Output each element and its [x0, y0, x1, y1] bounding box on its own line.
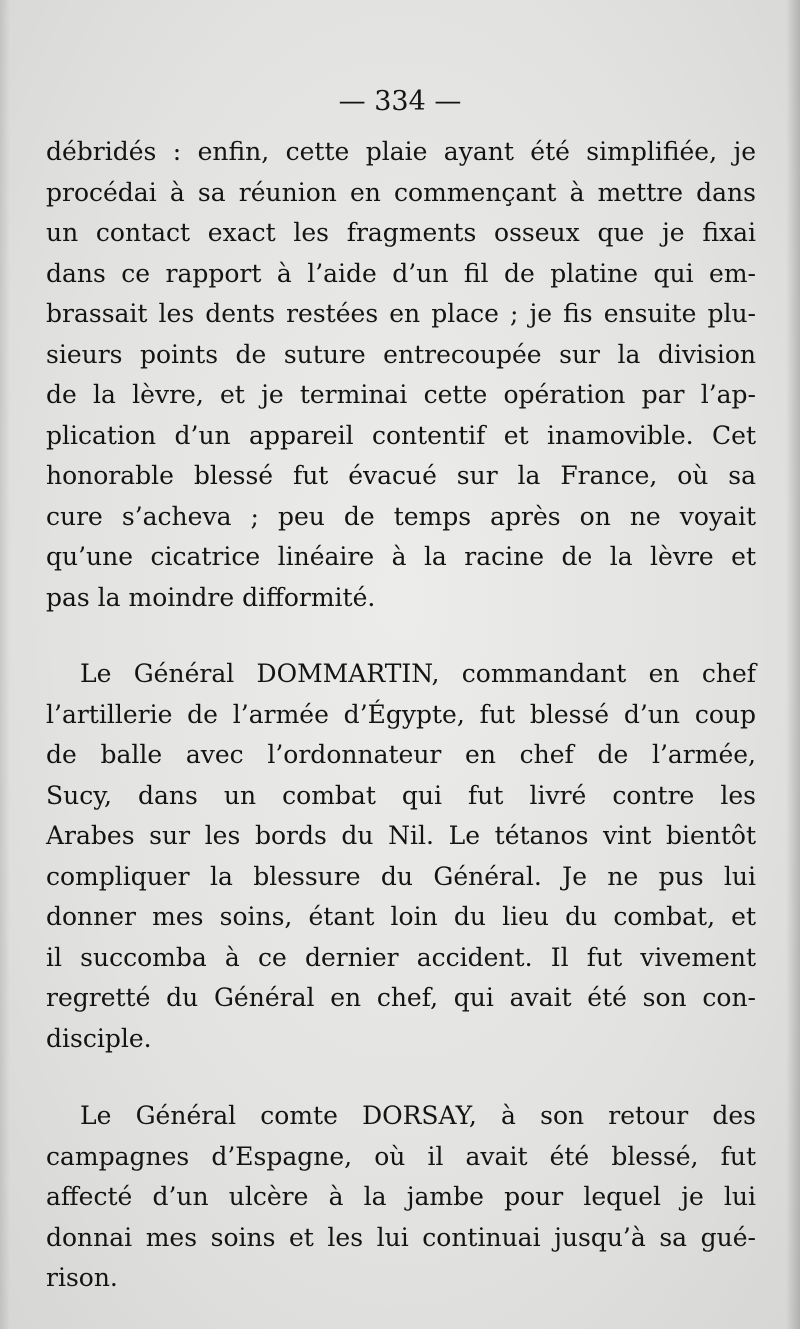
text-line: de balle avec l’ordonnateur en chef de l’armée, — [46, 740, 756, 769]
text-line: donner mes soins, étant loin du lieu du combat, et — [46, 902, 756, 931]
text-line: regretté du Général en chef, qui avait été son con- — [46, 983, 756, 1012]
text-line: de la lèvre, et je terminai cette opération par l’ap- — [46, 380, 756, 409]
text-line: compliquer la blessure du Général. Je ne pus lui — [46, 861, 756, 891]
text-line: pas la moindre difformité. — [46, 582, 376, 612]
text-line: Le Général DOMMARTIN, commandant en chef — [80, 659, 756, 688]
text-line: rison. — [46, 1263, 118, 1292]
text-line: cure s’acheva ; peu de temps après on ne voyait — [46, 501, 756, 531]
text-line: Le Général comte DORSAY, à son retour des — [80, 1101, 756, 1130]
text-line: dans ce rapport à l’aide d’un fil de platine qui em- — [46, 258, 756, 288]
text-line: il succomba à ce dernier accident. Il fut vivement — [46, 942, 756, 972]
text-line: sieurs points de suture entrecoupée sur la division — [46, 339, 756, 369]
page-gutter-shadow — [0, 0, 10, 1329]
page-edge-shadow — [786, 0, 800, 1329]
text-line: campagnes d’Espagne, où il avait été blessé, fut — [46, 1141, 756, 1171]
text-line: donnai mes soins et les lui continuai jusqu’à sa gué- — [46, 1222, 756, 1252]
text-line: affecté d’un ulcère à la jambe pour lequel je lui — [46, 1182, 756, 1211]
text-line: brassait les dents restées en place ; je fis ensuite plu- — [46, 299, 756, 328]
page-number: — 334 — — [338, 86, 462, 117]
text-line: Sucy, dans un combat qui fut livré contre les — [46, 780, 756, 810]
paragraph-2 — [46, 654, 756, 1059]
text-line: procédai à sa réunion en commençant à mettre dans — [46, 177, 756, 207]
text-line: un contact exact les fragments osseux que je fixai — [46, 218, 756, 247]
text-line: l’artillerie de l’armée d’Égypte, fut blessé d’un coup — [46, 699, 756, 729]
text-line: débridés : enfin, cette plaie ayant été simplifiée, je — [46, 137, 756, 166]
text-line: disciple. — [46, 1023, 152, 1053]
text-line: qu’une cicatrice linéaire à la racine de la lèvre et — [46, 542, 756, 571]
paragraph-3 — [46, 1096, 756, 1299]
text-line: honorable blessé fut évacué sur la France, où sa — [46, 461, 756, 490]
paragraph-1 — [46, 132, 756, 618]
text-line: Arabes sur les bords du Nil. Le tétanos vint bientôt — [46, 821, 756, 850]
text-line: plication d’un appareil contentif et inamovible. Cet — [46, 420, 756, 450]
